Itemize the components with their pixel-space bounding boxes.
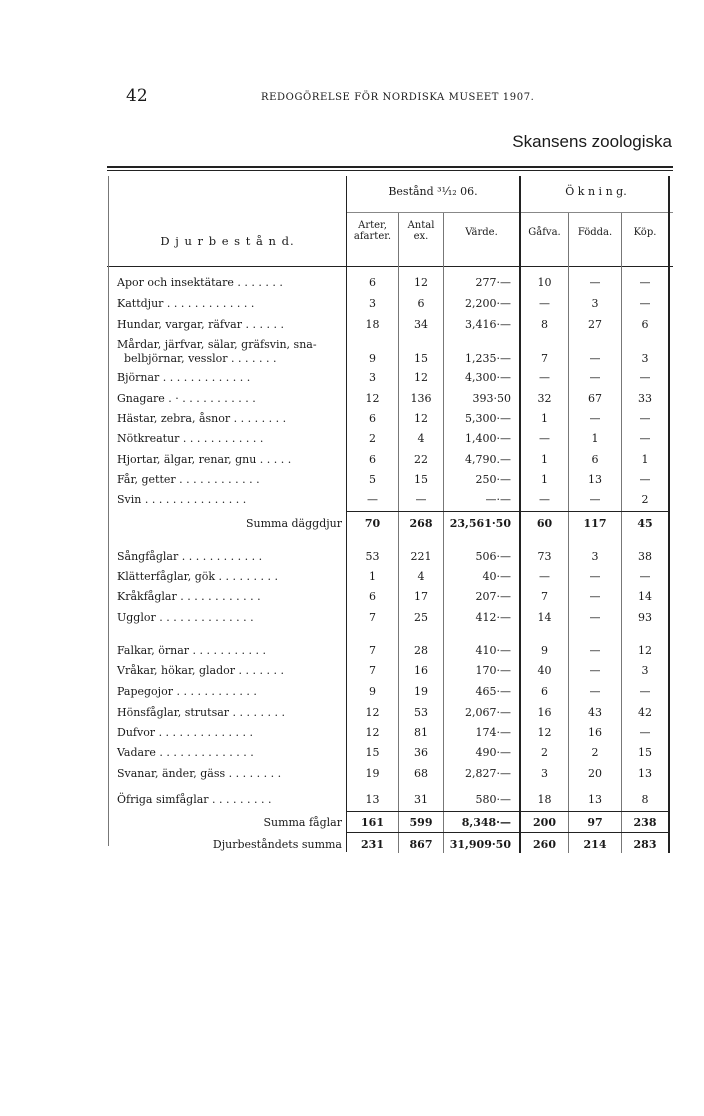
table-cell: 277·— bbox=[475, 276, 511, 289]
table-cell: 13 bbox=[638, 767, 652, 780]
row-label: Kråkfåglar . . . . . . . . . . . . bbox=[117, 590, 261, 603]
table-cell: 867 bbox=[409, 838, 433, 851]
table-cell: 506·— bbox=[475, 550, 511, 563]
table-cell: 9 bbox=[369, 685, 376, 698]
group-header-okning: Ö k n i n g. bbox=[565, 185, 627, 198]
running-head: REDOGÖRELSE FÖR NORDISKA MUSEET 1907. bbox=[261, 92, 535, 103]
table-cell: 200 bbox=[533, 816, 556, 829]
table-cell: 4 bbox=[417, 432, 425, 445]
table-cell: 5,300·— bbox=[465, 412, 511, 425]
table-cell: 12 bbox=[537, 726, 552, 739]
table-cell: 13 bbox=[365, 793, 380, 806]
table-cell: 14 bbox=[638, 590, 652, 603]
row-label: Hjortar, älgar, renar, gnu . . . . . bbox=[117, 453, 292, 466]
table-cell: — bbox=[367, 493, 378, 506]
table-cell: 28 bbox=[414, 644, 428, 657]
table-cell: 3 bbox=[369, 371, 376, 384]
table-cell: — bbox=[539, 371, 550, 384]
table-cell: 20 bbox=[588, 767, 602, 780]
table-cell: 53 bbox=[414, 706, 428, 719]
table-cell: 2 bbox=[541, 746, 548, 759]
table-cell: 1 bbox=[641, 453, 649, 466]
table-cell: 2,200·— bbox=[465, 297, 511, 310]
table-cell: 97 bbox=[587, 816, 603, 829]
table-cell: — bbox=[589, 276, 601, 289]
table-cell: 15 bbox=[638, 746, 652, 759]
table-cell: 9 bbox=[541, 644, 548, 657]
row-label: Ugglor . . . . . . . . . . . . . . bbox=[117, 611, 254, 624]
table-cell: 2 bbox=[369, 432, 376, 445]
row-label: Hönsfåglar, strutsar . . . . . . . . bbox=[117, 706, 285, 719]
table-cell: 7 bbox=[369, 664, 376, 677]
row-label: Gnagare . · . . . . . . . . . . . bbox=[117, 392, 256, 405]
table-cell: 13 bbox=[588, 473, 602, 486]
table-cell: 43 bbox=[588, 706, 602, 719]
row-label: Dufvor . . . . . . . . . . . . . . bbox=[117, 726, 253, 739]
table-cell: — bbox=[539, 432, 550, 445]
table-cell: — bbox=[639, 276, 651, 289]
row-label: Vråkar, hökar, glador . . . . . . . bbox=[117, 664, 284, 677]
stub-left-rule bbox=[108, 176, 109, 846]
table-cell: 19 bbox=[365, 767, 380, 780]
table-cell: 161 bbox=[361, 816, 384, 829]
col-header: Födda. bbox=[577, 227, 613, 238]
row-label-continued: belbjörnar, vesslor . . . . . . . bbox=[124, 352, 277, 365]
table-cell: 8 bbox=[641, 793, 649, 806]
table-cell: 15 bbox=[365, 746, 380, 759]
row-label: Får, getter . . . . . . . . . . . . bbox=[117, 473, 260, 486]
row-label: Mårdar, järfvar, sälar, gräfsvin, sna- bbox=[117, 338, 317, 351]
table-cell: —·— bbox=[485, 493, 511, 506]
sum-rule bbox=[347, 832, 669, 833]
table-cell: 174·— bbox=[475, 726, 511, 739]
table-cell: 12 bbox=[365, 706, 380, 719]
table-cell: 4 bbox=[417, 570, 425, 583]
table-cell: — bbox=[539, 570, 550, 583]
table-cell: 3 bbox=[641, 664, 649, 677]
table-cell: — bbox=[589, 371, 601, 384]
table-cell: — bbox=[589, 493, 601, 506]
table-cell: 16 bbox=[537, 706, 552, 719]
table-cell: 6 bbox=[417, 297, 425, 310]
table-cell: 136 bbox=[410, 392, 432, 405]
table-cell: 23,561·50 bbox=[449, 517, 511, 530]
table-cell: 53 bbox=[365, 550, 380, 563]
table-cell: 1 bbox=[591, 432, 599, 445]
table-cell: 117 bbox=[583, 517, 607, 530]
sum-rule bbox=[347, 811, 669, 812]
row-label: Papegojor . . . . . . . . . . . . bbox=[117, 685, 257, 698]
top-rule-thick bbox=[107, 166, 673, 168]
table-cell: 6 bbox=[369, 412, 376, 425]
table-cell: — bbox=[539, 493, 550, 506]
row-label: Nötkreatur . . . . . . . . . . . . bbox=[117, 432, 264, 445]
table-cell: 214 bbox=[583, 838, 607, 851]
table-cell: 6 bbox=[369, 590, 376, 603]
table-cell: 18 bbox=[537, 793, 552, 806]
row-label: Kattdjur . . . . . . . . . . . . . bbox=[117, 297, 255, 310]
table-cell: 45 bbox=[637, 517, 653, 530]
table-cell: 580·— bbox=[475, 793, 511, 806]
table-cell: 15 bbox=[414, 473, 428, 486]
table-cell: — bbox=[589, 611, 601, 624]
table-cell: — bbox=[639, 412, 651, 425]
group-rule bbox=[347, 212, 673, 213]
table-cell: 17 bbox=[414, 590, 428, 603]
table-cell: 6 bbox=[369, 276, 376, 289]
col-header: Antal ex. bbox=[407, 220, 435, 242]
table-cell: 250·— bbox=[475, 473, 511, 486]
table-cell: — bbox=[415, 493, 427, 506]
table-cell: — bbox=[639, 685, 651, 698]
header-bottom-rule bbox=[107, 266, 673, 267]
table-cell: 410·— bbox=[475, 644, 511, 657]
table-cell: 1 bbox=[541, 453, 548, 466]
table-cell: 207·— bbox=[475, 590, 511, 603]
stub-header: D j u r b e s t å n d. bbox=[160, 234, 295, 248]
table-cell: — bbox=[589, 644, 601, 657]
page-number: 42 bbox=[126, 86, 148, 106]
table-cell: 4,790.— bbox=[465, 453, 511, 466]
table-cell: 93 bbox=[638, 611, 652, 624]
table-cell: 465·— bbox=[475, 685, 511, 698]
table-cell: 73 bbox=[537, 550, 552, 563]
table-cell: 6 bbox=[591, 453, 599, 466]
table-cell: 1,400·— bbox=[465, 432, 511, 445]
table-cell: 27 bbox=[588, 318, 602, 331]
table-cell: 6 bbox=[641, 318, 649, 331]
table-cell: 13 bbox=[588, 793, 602, 806]
table-cell: 68 bbox=[414, 767, 428, 780]
table-cell: 2 bbox=[641, 493, 649, 506]
table-cell: — bbox=[639, 371, 651, 384]
table-cell: 7 bbox=[369, 611, 376, 624]
table-cell: 14 bbox=[537, 611, 552, 624]
table-cell: 490·— bbox=[475, 746, 511, 759]
total-row-label: Summa fåglar bbox=[263, 816, 342, 829]
table-cell: — bbox=[639, 297, 651, 310]
table-cell: 170·— bbox=[475, 664, 511, 677]
row-label: Vadare . . . . . . . . . . . . . . bbox=[117, 746, 254, 759]
table-cell: 4,300·— bbox=[465, 371, 511, 384]
table-cell: — bbox=[589, 590, 601, 603]
table-cell: 8,348·— bbox=[461, 816, 511, 829]
table-cell: 16 bbox=[414, 664, 428, 677]
table-cell: 1 bbox=[541, 412, 548, 425]
sum-rule bbox=[347, 511, 669, 512]
row-label: Sångfåglar . . . . . . . . . . . . bbox=[117, 550, 263, 563]
table-cell: 1 bbox=[369, 570, 376, 583]
table-cell: 18 bbox=[365, 318, 380, 331]
table-cell: 70 bbox=[364, 517, 381, 530]
row-label: Falkar, örnar . . . . . . . . . . . bbox=[117, 644, 266, 657]
table-cell: 31,909·50 bbox=[449, 838, 511, 851]
table-cell: 3 bbox=[591, 550, 599, 563]
col-header: Arter, afarter. bbox=[353, 220, 392, 242]
table-cell: 599 bbox=[409, 816, 433, 829]
table-cell: 60 bbox=[536, 517, 553, 530]
table-cell: — bbox=[639, 473, 651, 486]
table-cell: 19 bbox=[414, 685, 428, 698]
table-cell: 7 bbox=[541, 590, 548, 603]
table-cell: 6 bbox=[369, 453, 376, 466]
table-cell: 12 bbox=[414, 371, 428, 384]
table-cell: 12 bbox=[414, 412, 428, 425]
table-cell: 31 bbox=[414, 793, 428, 806]
table-cell: 6 bbox=[541, 685, 548, 698]
table-cell: 3 bbox=[591, 297, 599, 310]
table-cell: 3 bbox=[641, 352, 649, 365]
row-label: Svin . . . . . . . . . . . . . . . bbox=[117, 493, 247, 506]
table-cell: 22 bbox=[414, 453, 428, 466]
table-cell: 67 bbox=[588, 392, 602, 405]
table-cell: — bbox=[639, 432, 651, 445]
table-cell: 10 bbox=[537, 276, 552, 289]
table-cell: 12 bbox=[365, 392, 380, 405]
table-cell: — bbox=[539, 297, 550, 310]
table-cell: 5 bbox=[369, 473, 376, 486]
table-cell: 221 bbox=[410, 550, 432, 563]
table-cell: 12 bbox=[638, 644, 652, 657]
table-cell: 8 bbox=[541, 318, 548, 331]
table-cell: 7 bbox=[541, 352, 548, 365]
table-cell: 15 bbox=[414, 352, 428, 365]
table-cell: 1 bbox=[541, 473, 548, 486]
total-row-label: Djurbeståndets summa bbox=[212, 838, 342, 851]
table-cell: 3 bbox=[369, 297, 376, 310]
table-cell: 25 bbox=[414, 611, 428, 624]
table-cell: 2,067·— bbox=[465, 706, 511, 719]
table-cell: 3,416·— bbox=[465, 318, 511, 331]
col-header: Gåfva. bbox=[528, 227, 561, 238]
table-cell: — bbox=[589, 664, 601, 677]
table-cell: 33 bbox=[638, 392, 652, 405]
table-cell: 393·50 bbox=[472, 392, 511, 405]
table-cell: 412·— bbox=[475, 611, 511, 624]
table-cell: — bbox=[589, 570, 601, 583]
group-header-bestand: Bestånd ³¹⁄₁₂ 06. bbox=[388, 185, 478, 198]
table-cell: 2,827·— bbox=[465, 767, 511, 780]
table-cell: 12 bbox=[414, 276, 428, 289]
row-label: Björnar . . . . . . . . . . . . . bbox=[117, 371, 251, 384]
col-header: Köp. bbox=[633, 227, 657, 238]
col-header: Värde. bbox=[465, 227, 498, 238]
table-cell: 268 bbox=[409, 517, 433, 530]
table-cell: 42 bbox=[638, 706, 652, 719]
row-label: Öfriga simfåglar . . . . . . . . . bbox=[117, 793, 272, 806]
table-cell: 34 bbox=[414, 318, 428, 331]
table-cell: 9 bbox=[369, 352, 376, 365]
table-cell: — bbox=[589, 412, 601, 425]
table-cell: 12 bbox=[365, 726, 380, 739]
top-rule-thin bbox=[107, 170, 673, 171]
row-label: Klätterfåglar, gök . . . . . . . . . bbox=[117, 570, 278, 583]
row-label: Apor och insektätare . . . . . . . bbox=[117, 276, 283, 289]
table-cell: 260 bbox=[533, 838, 556, 851]
row-label: Hundar, vargar, räfvar . . . . . . bbox=[117, 318, 284, 331]
table-cell: 40·— bbox=[482, 570, 511, 583]
table-cell: 81 bbox=[414, 726, 428, 739]
table-cell: 40 bbox=[537, 664, 552, 677]
row-label: Svanar, änder, gäss . . . . . . . . bbox=[117, 767, 282, 780]
section-title: Skansens zoologiska bbox=[512, 132, 672, 151]
table-cell: 7 bbox=[369, 644, 376, 657]
table-cell: 38 bbox=[638, 550, 652, 563]
table-cell: 283 bbox=[633, 838, 657, 851]
table-cell: 36 bbox=[414, 746, 428, 759]
table-cell: 16 bbox=[588, 726, 602, 739]
table-cell: 1,235·— bbox=[465, 352, 511, 365]
row-label: Hästar, zebra, åsnor . . . . . . . . bbox=[117, 412, 287, 425]
table-cell: 238 bbox=[633, 816, 657, 829]
table-cell: — bbox=[639, 570, 651, 583]
table-cell: — bbox=[639, 726, 651, 739]
total-row-label: Summa däggdjur bbox=[245, 517, 342, 530]
table-cell: 231 bbox=[361, 838, 384, 851]
col-divider bbox=[668, 176, 670, 853]
table-cell: — bbox=[589, 685, 601, 698]
table-cell: 32 bbox=[537, 392, 552, 405]
table-cell: 3 bbox=[541, 767, 548, 780]
table-cell: 2 bbox=[591, 746, 599, 759]
table-cell: — bbox=[589, 352, 601, 365]
